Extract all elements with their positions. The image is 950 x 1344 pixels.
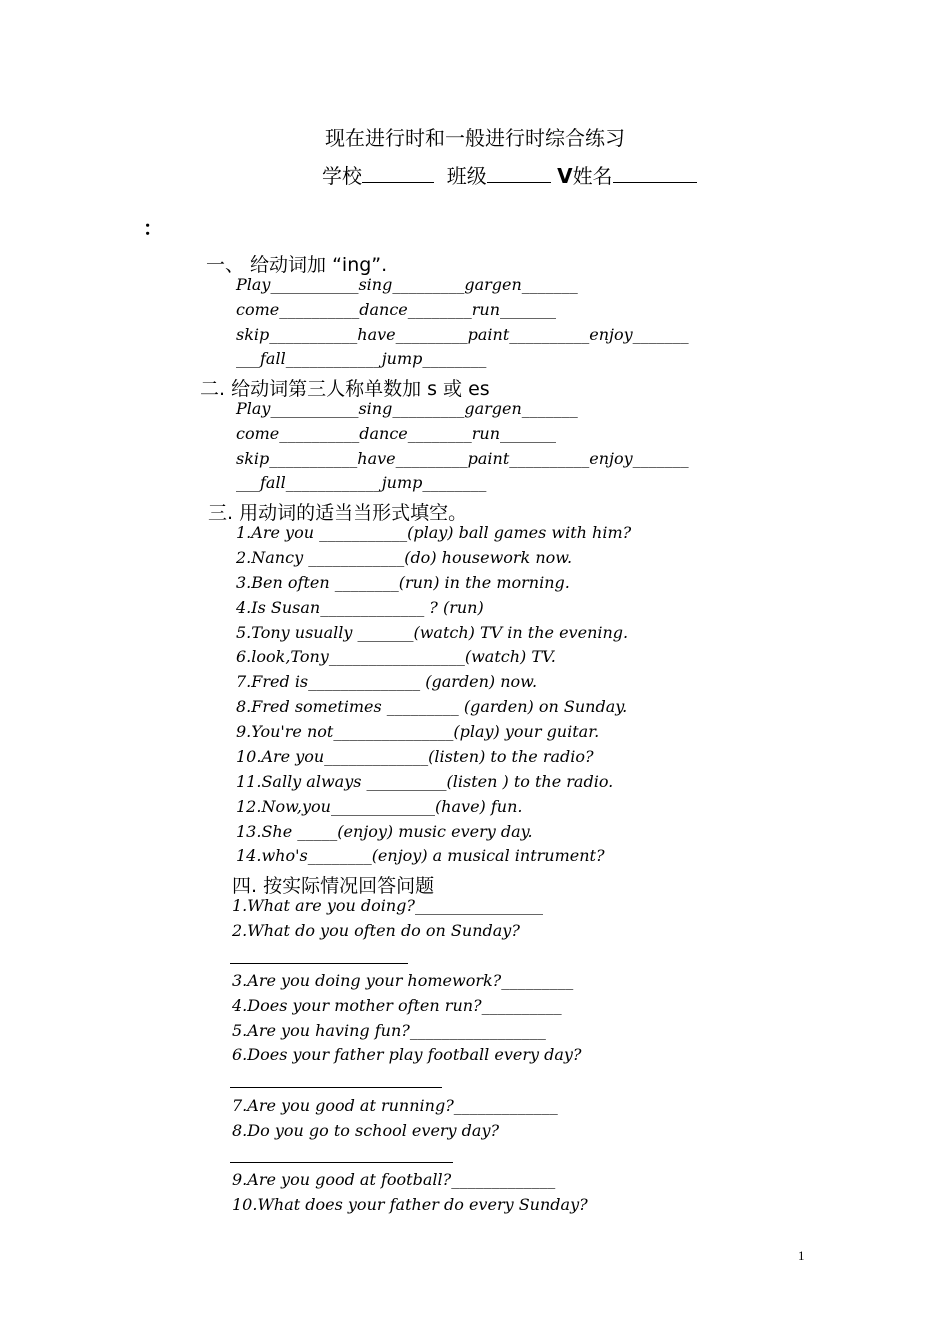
section4-heading: 四. 按实际情况回答问题	[232, 875, 435, 897]
question-item: 5.Are you having fun?_________________	[232, 1021, 546, 1040]
fill-blank-item: 3.Ben often ________(run) in the morning.	[236, 573, 570, 592]
question-item: 8.Do you go to school every day?	[232, 1121, 500, 1140]
fill-blank-item: 7.Fred is______________ (garden) now.	[236, 672, 538, 691]
section3-heading: 三. 用动词的适当当形式填空。	[208, 502, 468, 524]
section2-line: ___fall____________jump________	[236, 473, 487, 492]
question-item: 1.What are you doing?________________	[232, 896, 543, 915]
answer-line[interactable]	[230, 963, 408, 964]
question-item: 2.What do you often do on Sunday?	[232, 921, 520, 940]
section1-heading: 一、 给动词加 “ing”.	[206, 254, 388, 276]
fill-blank-item: 14.who's________(enjoy) a musical intrument?	[236, 846, 605, 865]
page-title: 现在进行时和一般进行时综合练习	[325, 126, 625, 150]
page-number: 1	[798, 1248, 805, 1263]
fill-blank-item: 6.look,Tony_________________(watch) TV.	[236, 647, 556, 666]
section1-line: come__________dance________run_______	[236, 300, 557, 319]
name-blank[interactable]	[613, 162, 697, 183]
section2-line: come__________dance________run_______	[236, 424, 557, 443]
class-label: 班级	[446, 164, 487, 188]
question-item: 4.Does your mother often run?__________	[232, 996, 562, 1015]
answer-line[interactable]	[230, 1162, 453, 1163]
fill-blank-item: 10.Are you_____________(listen) to the radio?	[236, 747, 594, 766]
fill-blank-item: 1.Are you ___________(play) ball games with him?	[236, 523, 632, 542]
section2-heading: 二. 给动词第三人称单数加 s 或 es	[200, 378, 490, 400]
question-item: 6.Does your father play football every day?	[232, 1045, 582, 1064]
class-blank[interactable]	[487, 162, 551, 183]
fill-blank-item: 8.Fred sometimes _________ (garden) on Sunday.	[236, 697, 628, 716]
fill-blank-item: 9.You're not_______________(play) your guitar.	[236, 722, 600, 741]
answer-line[interactable]	[230, 1087, 442, 1088]
school-label: 学校	[322, 164, 362, 188]
fill-blank-item: 12.Now,you_____________(have) fun.	[236, 797, 523, 816]
v-mark: V	[557, 164, 573, 188]
question-item: 9.Are you good at football?_____________	[232, 1170, 556, 1189]
fill-blank-item: 13.She _____(enjoy) music every day.	[236, 822, 533, 841]
question-item: 3.Are you doing your homework?_________	[232, 971, 574, 990]
fill-blank-item: 11.Sally always __________(listen ) to the radio.	[236, 772, 614, 791]
fill-blank-item: 4.Is Susan_____________ ? (run)	[236, 598, 484, 617]
section2-line: skip___________have_________paint__________enjoy_______	[236, 449, 689, 468]
fill-blank-item: 5.Tony usually _______(watch) TV in the evening.	[236, 623, 629, 642]
name-label: 姓名	[572, 164, 613, 188]
question-item: 7.Are you good at running?_____________	[232, 1096, 558, 1115]
section2-line: Play___________sing_________gargen_______	[236, 399, 578, 418]
question-item: 10.What does your father do every Sunday?	[232, 1195, 588, 1214]
section1-line: ___fall____________jump________	[236, 349, 487, 368]
colon-mark: ：	[143, 216, 163, 240]
fill-blank-item: 2.Nancy ____________(do) housework now.	[236, 548, 573, 567]
student-info-line	[322, 160, 697, 189]
section1-line: Play___________sing_________gargen_______	[236, 275, 578, 294]
section1-line: skip___________have_________paint__________enjoy_______	[236, 325, 689, 344]
school-blank[interactable]	[362, 162, 434, 183]
